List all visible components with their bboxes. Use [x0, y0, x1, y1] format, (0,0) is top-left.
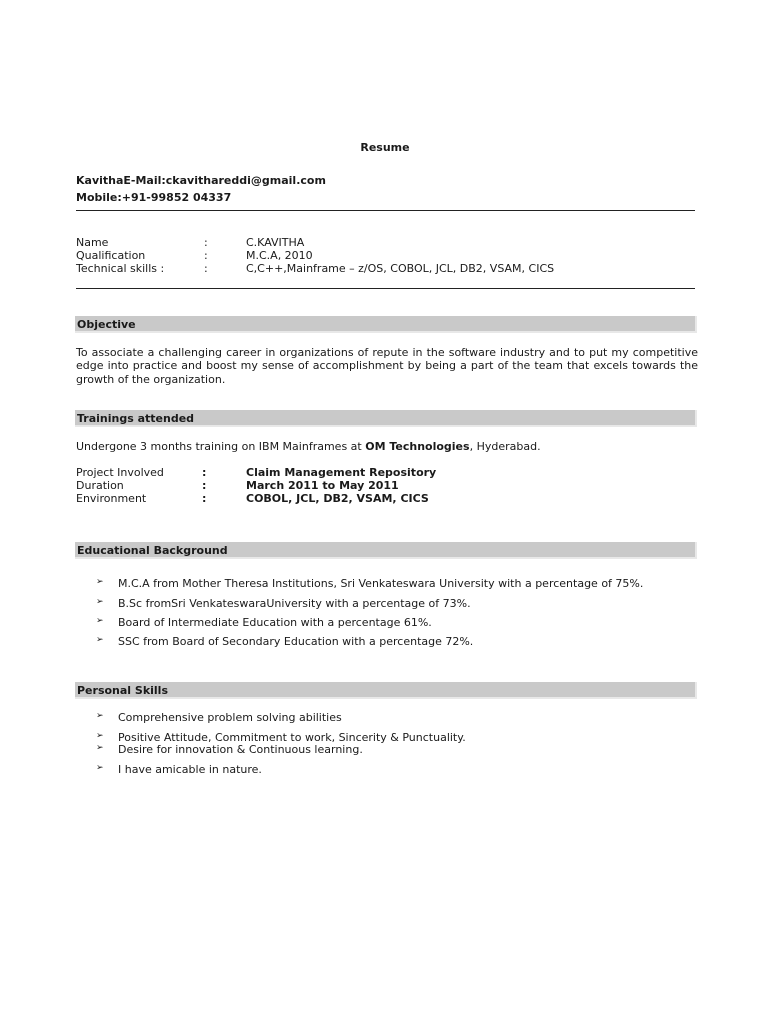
contact-email-line: KavithaE-Mail:ckavithareddi@gmail.com — [76, 174, 326, 187]
arrow-bullet-icon: ➢ — [96, 763, 104, 773]
project-label: Project Involved — [76, 466, 164, 479]
info-value: C,C++,Mainframe – z/OS, COBOL, JCL, DB2, VSAM, CICS — [246, 262, 555, 275]
project-colon: : — [202, 466, 207, 479]
list-item — [96, 635, 696, 649]
section-header-objective — [75, 316, 697, 333]
info-colon: : — [204, 262, 208, 275]
info-row-name — [76, 236, 696, 249]
arrow-bullet-icon: ➢ — [96, 577, 104, 587]
info-colon: : — [204, 249, 208, 262]
arrow-bullet-icon: ➢ — [96, 597, 104, 607]
project-value: COBOL, JCL, DB2, VSAM, CICS — [246, 492, 429, 505]
project-row-involved — [76, 466, 696, 479]
list-item-text: M.C.A from Mother Theresa Institutions, Sri Venkateswara University with a percentage of 75%. — [118, 577, 644, 590]
list-item-text: SSC from Board of Secondary Education with a percentage 72%. — [118, 635, 474, 648]
project-value: March 2011 to May 2011 — [246, 479, 399, 492]
training-text: Undergone 3 months training on IBM Mainframes at — [76, 440, 366, 453]
list-item — [96, 743, 696, 757]
training-summary — [76, 440, 541, 453]
list-item-text: Positive Attitude, Commitment to work, Sincerity & Punctuality. — [118, 731, 466, 744]
list-item — [96, 597, 696, 611]
project-value: Claim Management Repository — [246, 466, 437, 479]
section-heading: Objective — [77, 318, 136, 331]
training-company: OM Technologies — [365, 440, 470, 453]
info-label: Name — [76, 236, 109, 249]
arrow-bullet-icon: ➢ — [96, 616, 104, 626]
list-item — [96, 711, 696, 725]
contact-mobile-line: Mobile:+91-99852 04337 — [76, 191, 232, 204]
training-location: , Hyderabad. — [469, 440, 541, 453]
arrow-bullet-icon: ➢ — [96, 743, 104, 753]
project-colon: : — [202, 492, 207, 505]
info-label: Qualification — [76, 249, 146, 262]
divider-bottom — [76, 288, 695, 289]
arrow-bullet-icon: ➢ — [96, 731, 104, 741]
project-row-environment — [76, 492, 696, 505]
list-item — [96, 616, 696, 630]
arrow-bullet-icon: ➢ — [96, 711, 104, 721]
list-item-text: Desire for innovation & Continuous learning. — [118, 743, 363, 756]
info-row-qualification — [76, 249, 696, 262]
info-label: Technical skills : — [76, 262, 165, 275]
arrow-bullet-icon: ➢ — [96, 635, 104, 645]
divider-top — [76, 210, 695, 211]
list-item — [96, 763, 696, 777]
info-row-technical-skills — [76, 262, 696, 275]
section-header-trainings — [75, 410, 697, 427]
info-value: C.KAVITHA — [246, 236, 305, 249]
list-item-text: Board of Intermediate Education with a percentage 61%. — [118, 616, 432, 629]
list-item-text: Comprehensive problem solving abilities — [118, 711, 342, 724]
section-header-education — [75, 542, 697, 559]
project-row-duration — [76, 479, 696, 492]
info-value: M.C.A, 2010 — [246, 249, 313, 262]
section-heading: Educational Background — [77, 544, 228, 557]
project-label: Environment — [76, 492, 147, 505]
section-heading: Trainings attended — [77, 412, 195, 425]
list-item-text: I have amicable in nature. — [118, 763, 262, 776]
project-colon: : — [202, 479, 207, 492]
project-label: Duration — [76, 479, 124, 492]
list-item-text: B.Sc fromSri VenkateswaraUniversity with a percentage of 73%. — [118, 597, 471, 610]
objective-text: To associate a challenging career in organizations of repute in the software industry and to put my competitive edge into practice and boost my sense of accomplishment by being a part of the team that excels towards the growth of the organization. — [76, 346, 698, 386]
section-heading: Personal Skills — [77, 684, 169, 697]
page-title: Resume — [360, 141, 410, 154]
list-item — [96, 577, 696, 591]
info-colon: : — [204, 236, 208, 249]
section-header-personal-skills — [75, 682, 697, 699]
